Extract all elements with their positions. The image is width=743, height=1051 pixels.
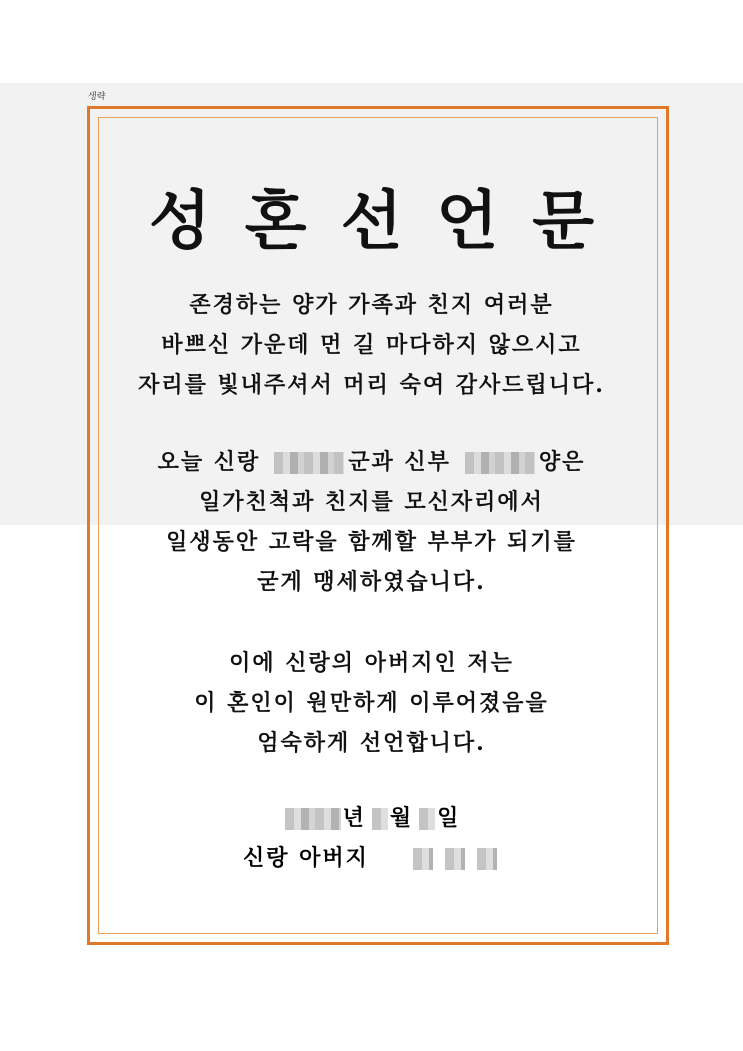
day-redacted [419,808,435,830]
year-redacted [285,808,341,830]
groom-bride-line [0,442,743,482]
name-char-redacted [477,848,497,870]
name-char-redacted [445,848,465,870]
header-label: 생략 [88,92,106,102]
paragraph-line: 일가친척과 친지를 모신자리에서 [199,489,544,515]
paragraph-line: 자리를 빛내주셔서 머리 숙여 감사드립니다. [138,372,605,398]
groom-prefix: 오늘 신랑 [157,449,261,475]
year-suffix: 년 [342,805,364,831]
paragraph-line: 존경하는 양가 가족과 친지 여러분 [189,292,554,318]
paragraph-line: 엄숙하게 선언합니다. [257,730,486,756]
paragraph-line: 이에 신랑의 아버지인 저는 [229,650,514,676]
paragraph-line: 굳게 맹세하였습니다. [257,569,486,595]
vow-paragraph [0,442,743,602]
name-char-redacted [413,848,433,870]
date-line [0,798,743,838]
bride-suffix: 양은 [538,449,586,475]
greeting-paragraph [0,285,743,405]
month-suffix: 월 [389,805,412,831]
paragraph-line: 이 혼인이 원만하게 이루어졌음을 [194,690,549,716]
signer-name-redacted [401,838,497,878]
day-suffix: 일 [437,805,459,831]
document-title: 성혼선언문 [148,184,629,259]
month-redacted [372,808,388,830]
signature-line [243,838,497,878]
paragraph-line: 일생동안 고락을 함께할 부부가 되기를 [166,529,577,555]
groom-name-redacted [274,452,344,474]
signature-label: 신랑 아버지 [243,845,369,871]
paragraph-line: 바쁘신 가운데 먼 길 마다하지 않으시고 [161,332,582,358]
groom-suffix: 군과 신부 [348,449,451,475]
bride-name-redacted [465,452,535,474]
declaration-paragraph [0,643,743,763]
